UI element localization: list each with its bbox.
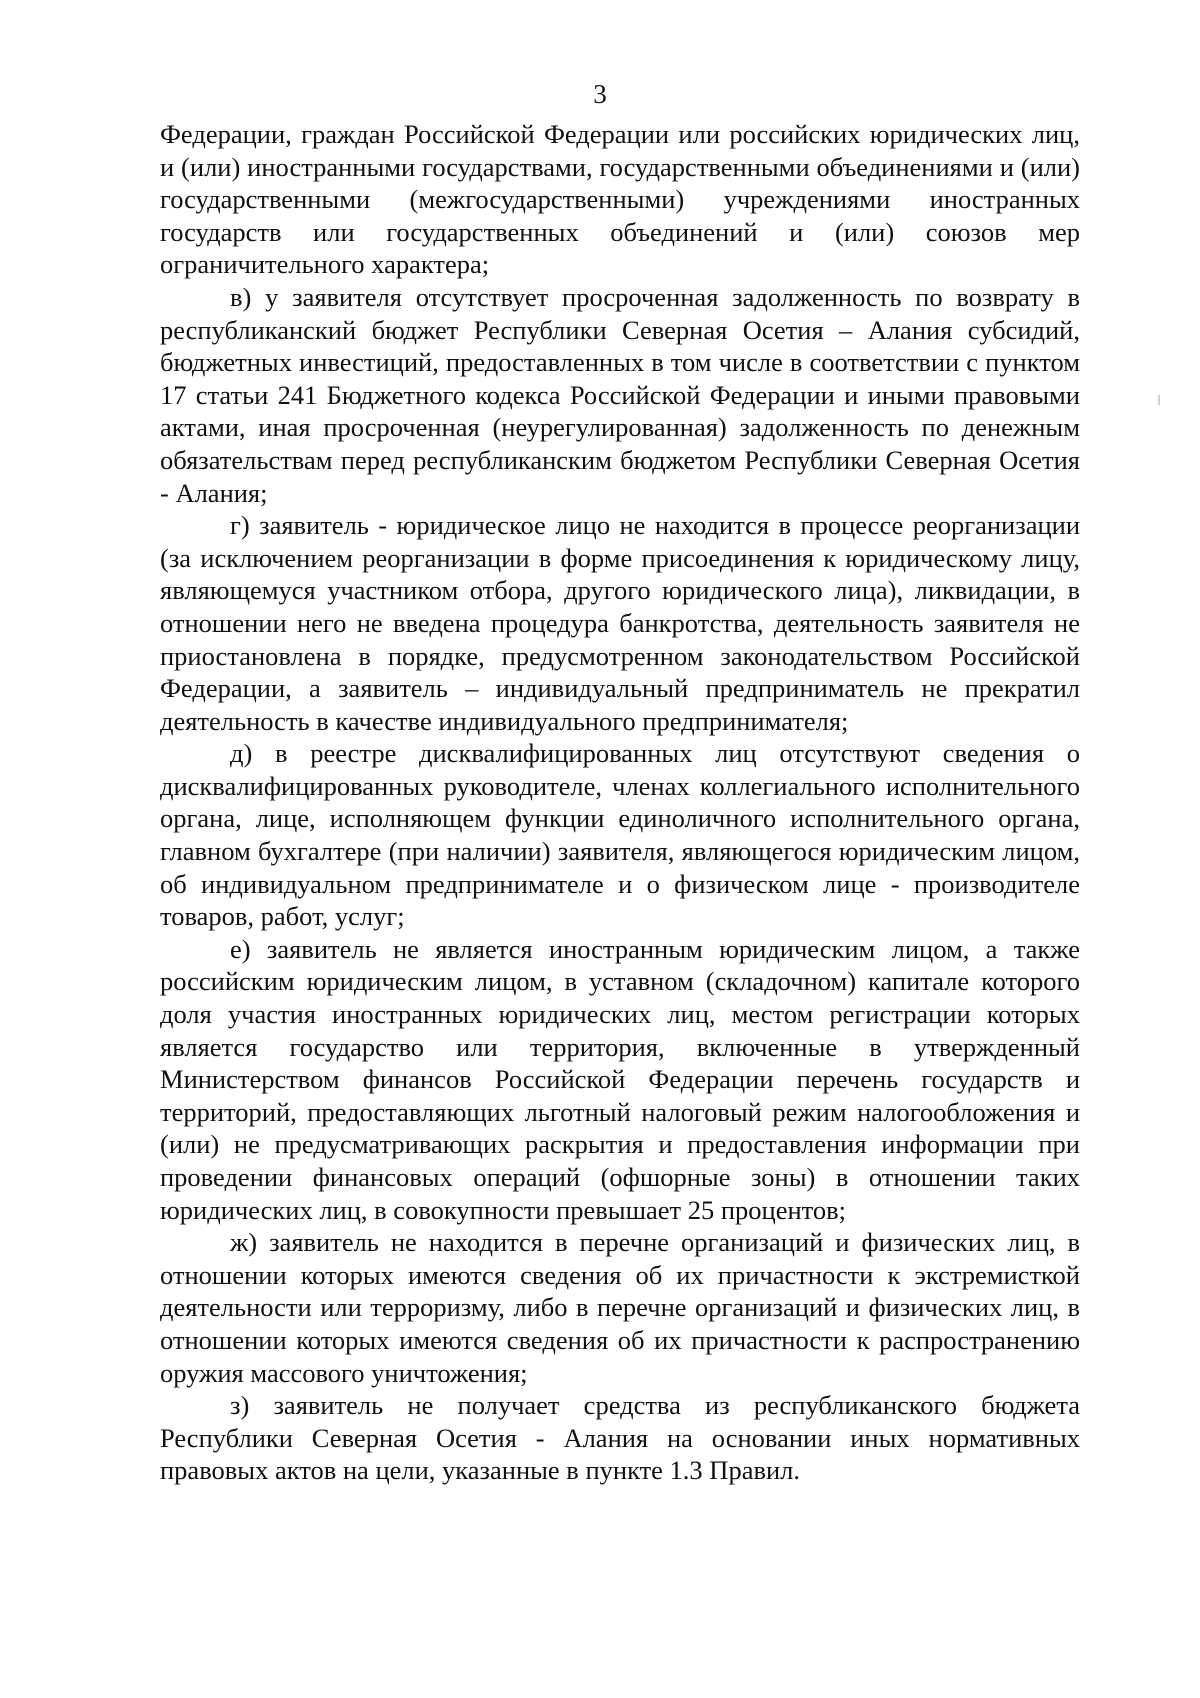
paragraph-item-zh: ж) заявитель не находится в перечне организаций и физических лиц, в отношении которых имеются сведения об их причастности к экстремисткой деятельности или терроризму, либо в перечне организаций и физических лиц, в отношении которых имеются сведения об их причастности к распространению оружия массового уничтожения; — [160, 1227, 1080, 1388]
paragraph-item-v: в) у заявителя отсутствует просроченная задолженность по возврату в республиканский бюджет Республики Северная Осетия – Алания субсидий, бюджетных инвестиций, предоставленных в том числе в соответствии с пунктом 17 статьи 241 Бюджетного кодекса Российской Федерации и иными правовыми актами, иная просроченная (неурегулированная) задолженность по денежным обязательствам перед республиканским бюджетом Республики Северная Осетия - Алания; — [160, 281, 1080, 508]
paragraph-continuation: Федерации, граждан Российской Федерации или российских юридических лиц, и (или) иностранными государствами, государственными объединениями и (или) государственными (межгосударственными) учреждениями иностранных государств или государственных объединений и (или) союзов мер ограничительного характера; — [160, 119, 1080, 280]
document-body — [160, 118, 1080, 1487]
paragraph-item-e: е) заявитель не является иностранным юридическим лицом, а также российским юридическим лицом, в уставном (складочном) капитале которого доля участия иностранных юридических лиц, местом регистрации которых является государство или территория, включенные в утвержденный Министерством финансов Российской Федерации перечень государств и территорий, предоставляющих льготный налоговый режим налогообложения и (или) не предусматривающих раскрытия и предоставления информации при проведении финансовых операций (офшорные зоны) в отношении таких юридических лиц, в совокупности превышает 25 процентов; — [160, 933, 1080, 1225]
paragraph-item-d: д) в реестре дисквалифицированных лиц отсутствуют сведения о дисквалифицированных руководителе, членах коллегиального исполнительного органа, лице, исполняющем функции единоличного исполнительного органа, главном бухгалтере (при наличии) заявителя, являющегося юридическим лицом, об индивидуальном предпринимателе и о физическом лице - производителе товаров, работ, услуг; — [160, 738, 1080, 932]
margin-mark — [1158, 395, 1160, 405]
paragraph-item-z: з) заявитель не получает средства из республиканского бюджета Республики Северная Осетия - Алания на основании иных нормативных правовых актов на цели, указанные в пункте 1.3 Правил. — [160, 1390, 1080, 1486]
page-number: 3 — [593, 79, 607, 109]
paragraph-item-g: г) заявитель - юридическое лицо не находится в процессе реорганизации (за исключением реорганизации в форме присоединения к юридическому лицу, являющемуся участником отбора, другого юридического лица), ликвидации, в отношении него не введена процедура банкротства, деятельность заявителя не приостановлена в порядке, предусмотренном законодательством Российской Федерации, а заявитель – индивидуальный предприниматель не прекратил деятельность в качестве индивидуального предпринимателя; — [160, 510, 1080, 736]
